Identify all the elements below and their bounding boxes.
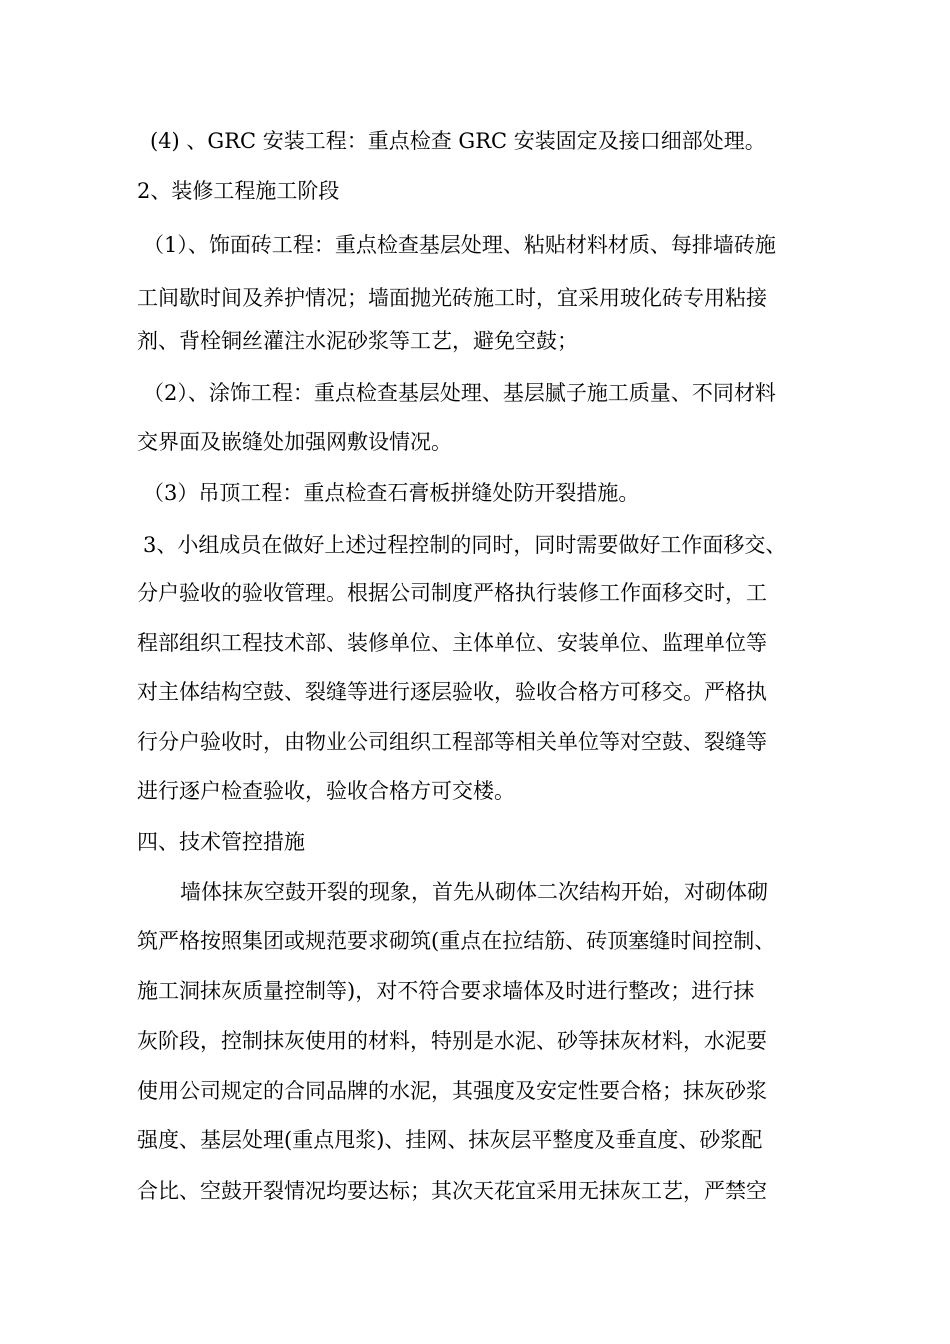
measures-paragraph-line-3: 施工洞抹灰质量控制等)，对不符合要求墙体及时进行整改；进行抹 xyxy=(137,979,755,1003)
item-1-tile-line-1: （1）、饰面砖工程：重点检查基层处理、粘贴材料材质、每排墙砖施 xyxy=(143,233,776,257)
measures-paragraph-line-2: 筑严格按照集团或规范要求砌筑(重点在拉结筋、砖顶塞缝时间控制、 xyxy=(137,929,776,953)
item-1-tile-line-3: 剂、背栓铜丝灌注水泥砂浆等工艺，避免空鼓； xyxy=(137,329,578,353)
item-3-ceiling: （3）吊顶工程：重点检查石膏板拼缝处防开裂措施。 xyxy=(143,481,640,505)
item-1-tile-line-2: 工间歇时间及养护情况；墙面抛光砖施工时，宜采用玻化砖专用粘接 xyxy=(137,286,767,310)
measures-paragraph-line-7: 合比、空鼓开裂情况均要达标；其次天花宜采用无抹灰工艺，严禁空 xyxy=(137,1179,767,1203)
section-3-line-6: 进行逐户检查验收，验收合格方可交楼。 xyxy=(137,779,515,803)
measures-paragraph-line-1: 墙体抹灰空鼓开裂的现象，首先从砌体二次结构开始，对砌体砌 xyxy=(180,880,768,904)
section-3-line-4: 对主体结构空鼓、裂缝等进行逐层验收，验收合格方可移交。严格执 xyxy=(137,680,767,704)
section-3-line-2: 分户验收的验收管理。根据公司制度严格执行装修工作面移交时，工 xyxy=(137,581,767,605)
section-4-heading: 四、技术管控措施 xyxy=(137,830,305,854)
section-3-line-1: 3、小组成员在做好上述过程控制的同时，同时需要做好工作面移交、 xyxy=(143,533,787,557)
item-4-grc-installation: (4) 、GRC 安装工程：重点检查 GRC 安装固定及接口细部处理。 xyxy=(150,129,766,153)
section-3-line-5: 行分户验收时，由物业公司组织工程部等相关单位等对空鼓、裂缝等 xyxy=(137,730,767,754)
measures-paragraph-line-4: 灰阶段，控制抹灰使用的材料，特别是水泥、砂等抹灰材料，水泥要 xyxy=(137,1029,767,1053)
item-2-coating-line-1: （2）、涂饰工程：重点检查基层处理、基层腻子施工质量、不同材料 xyxy=(143,381,776,405)
section-2-heading: 2、装修工程施工阶段 xyxy=(137,179,340,203)
section-3-line-3: 程部组织工程技术部、装修单位、主体单位、安装单位、监理单位等 xyxy=(137,631,767,655)
measures-paragraph-line-6: 强度、基层处理(重点甩浆)、挂网、抹灰层平整度及垂直度、砂浆配 xyxy=(137,1128,763,1152)
item-2-coating-line-2: 交界面及嵌缝处加强网敷设情况。 xyxy=(137,430,452,454)
measures-paragraph-line-5: 使用公司规定的合同品牌的水泥，其强度及安定性要合格；抹灰砂浆 xyxy=(137,1079,767,1103)
